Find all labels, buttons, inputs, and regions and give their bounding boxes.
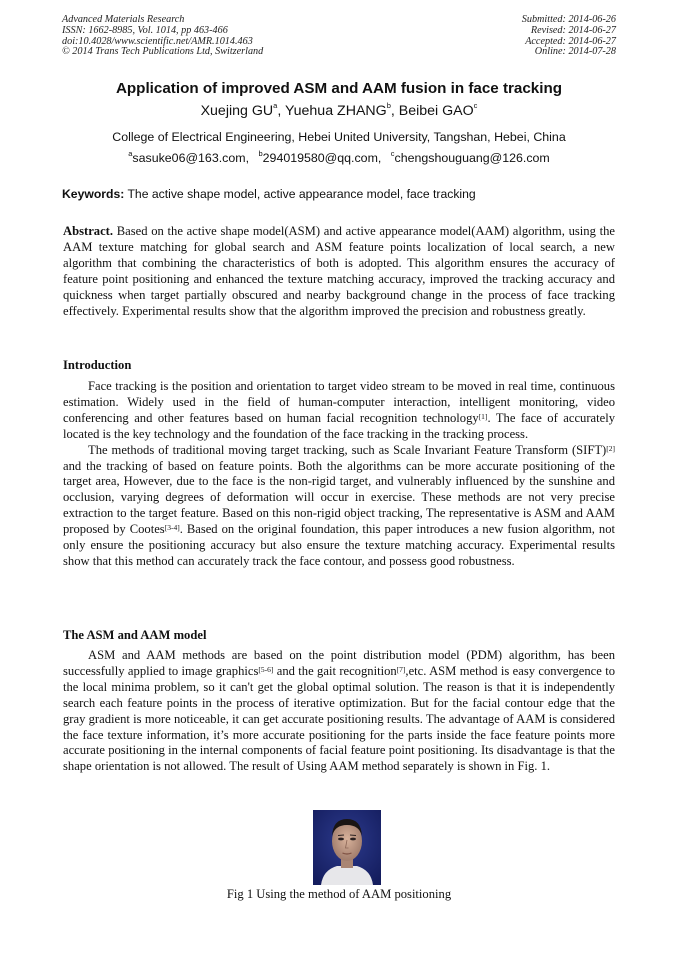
- intro-p2-text-b: and the tracking of based on feature points. Both the algorithms can be more accurate positioning of the target area, However, due to the face is the non-rigid target, and vulnerably influenced by the sunshine and occlusion, varying degrees of deformation will occur in exercise. These methods are not very precise extraction to the target feature. Based on this non-rigid object tracking, The representative is ASM and AAM proposed by Cootes: [63, 458, 615, 537]
- introduction-heading: Introduction: [63, 358, 132, 372]
- abstract-paragraph: [63, 224, 615, 319]
- header-left: [62, 15, 263, 58]
- author-superscript: b: [386, 101, 391, 110]
- email-address: sasuke06@163.com: [132, 151, 246, 165]
- asm-aam-text-b: and the gait recognition: [273, 663, 397, 678]
- paper-title: Application of improved ASM and AAM fusion in face tracking: [115, 80, 563, 97]
- email-superscript: a: [128, 149, 133, 158]
- keywords-label: Keywords:: [62, 187, 125, 201]
- citation-ref: [1]: [478, 411, 488, 421]
- introduction-paragraph-1: [63, 379, 615, 443]
- author-name: Xuejing GU: [200, 103, 274, 119]
- journal-name: Advanced Materials Research: [62, 14, 185, 25]
- face-photo-figure: [313, 810, 381, 885]
- author-list: [40, 103, 638, 119]
- issn-line: ISSN: 1662-8985, Vol. 1014, pp 463-466: [62, 24, 228, 36]
- author-separator: ,: [390, 103, 399, 119]
- online-date: Online: 2014-07-28: [534, 46, 616, 58]
- email-list: [40, 151, 638, 165]
- intro-p1-text-a: Face tracking is the position and orientation to target video stream to be moved in real time, continuous estimation. Widely used in the field of human-computer interaction, intelligent monitoring, video conferencing and other features based on human facial recognition technology: [63, 379, 615, 425]
- intro-p1-text-b: . The face of accurately located is the key technology and the foundation of the face tracking in the tracking process.: [63, 410, 615, 441]
- email-superscript: b: [258, 149, 263, 158]
- email-address: chengshouguang@126.com: [394, 151, 550, 165]
- email-separator: ,: [245, 151, 250, 165]
- email-separator: ,: [377, 151, 382, 165]
- email-item: [391, 151, 550, 165]
- citation-ref: [2]: [606, 443, 615, 453]
- author-superscript: a: [273, 101, 278, 110]
- citation-ref: [7]: [396, 664, 406, 674]
- keywords-text: The active shape model, active appearance model, face tracking: [124, 187, 476, 201]
- asm-aam-section: [63, 648, 615, 775]
- accepted-date: Accepted: 2014-06-27: [525, 35, 616, 47]
- email-address: 294019580@qq.com: [262, 151, 378, 165]
- email-item: [258, 151, 381, 165]
- asm-aam-heading: The ASM and AAM model: [63, 628, 207, 642]
- header-right: [522, 15, 616, 58]
- citation-ref: [5-6]: [258, 664, 274, 674]
- email-item: [128, 151, 249, 165]
- abstract-section: [63, 224, 615, 319]
- abstract-text: Based on the active shape model(ASM) and active appearance model(AAM) algorithm, using the AAM texture matching for global search and ASM feature points localization of local search, a new algorithm that combining the characteristics of both is adopted. This algorithm ensures the accuracy of feature point positioning and enhanced the texture matching accuracy, improved the tracking accuracy and quickness when target partially obscured and nearby background change in the process of face tracking effectively. Experimental results show that the algorithm improved the precision and robustness greatly.: [63, 224, 615, 318]
- figure-caption: Fig 1 Using the method of AAM positioning: [226, 887, 452, 901]
- author-superscript: c: [473, 101, 478, 110]
- revised-date: Revised: 2014-06-27: [530, 24, 616, 36]
- affiliation: College of Electrical Engineering, Hebei United University, Tangshan, Hebei, China: [112, 130, 566, 144]
- email-superscript: c: [390, 149, 395, 158]
- copyright-line: © 2014 Trans Tech Publications Ltd, Switzerland: [62, 46, 264, 58]
- asm-aam-text-a: ASM and AAM methods are based on the point distribution model (PDM) algorithm, has been successfully applied to image graphics: [63, 648, 615, 678]
- citation-ref: [3-4]: [164, 523, 180, 533]
- keywords-line: [62, 187, 618, 201]
- introduction-section: [63, 379, 615, 570]
- introduction-paragraph-2: [63, 443, 615, 570]
- abstract-label: Abstract.: [63, 224, 114, 238]
- asm-aam-paragraph: [63, 648, 615, 775]
- submitted-date: Submitted: 2014-06-26: [521, 14, 616, 25]
- face-photo-illustration: [313, 810, 381, 885]
- author-name: Beibei GAO: [398, 103, 474, 119]
- author-name: Yuehua ZHANG: [284, 103, 387, 119]
- author-separator: ,: [277, 103, 285, 119]
- asm-aam-text-c: ,etc. ASM method is easy convergence to the local minima problem, so it can't get the global optimal solution. The reason is that it is independently search each feature points in the process of iterative optimization. But for the facial contour edge that the gray gradient is more noticeable, it can get accurate positioning results. The advantage of AAM is considered the face texture information, it’s more accurate positioning for the parts inside the face feature points more accurate positioning in the internal components of facial feature point positioning. Its disadvantage is that the shape orientation is not allowed. The result of Using AAM method separately is shown in Fig. 1.: [63, 663, 615, 774]
- intro-p2-text-a: The methods of traditional moving target tracking, such as Scale Invariant Feature Transform (SIFT): [88, 442, 607, 457]
- intro-p2-text-c: . Based on the original foundation, this paper introduces a new fusion algorithm, not only ensure the positioning accuracy but also ensure the texture matching accuracy. Experimental results show that this method can accurately track the face contour, and possess good robustness.: [63, 522, 616, 568]
- doi-line: doi:10.4028/www.scientific.net/AMR.1014.463: [62, 35, 253, 47]
